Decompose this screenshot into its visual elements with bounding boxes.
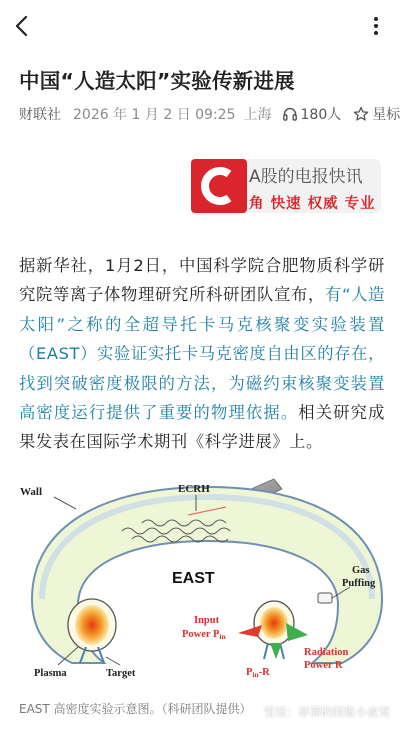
article-meta: [19, 103, 400, 125]
figure-caption: EAST 高密度实验示意图。（科研团队提供）: [19, 702, 252, 716]
article-location: 上海: [243, 107, 272, 123]
body-highlight: 有“人造太阳”之称的全超导托卡马克核聚变实验装置（EAST）实验证实托卡马克密度自由区的存在，找到突破密度极限的方法，为磁约束核聚变装置高密度运行提供了重要的物理依据。: [19, 285, 385, 423]
snowball-logo-icon: [247, 705, 261, 719]
target-pointer: [106, 657, 120, 665]
label-radiation: Radiation: [304, 647, 349, 658]
input-power-arrow: [238, 625, 262, 637]
star-label: 星标: [372, 107, 400, 123]
east-diagram-svg: [12, 465, 392, 693]
more-button[interactable]: [366, 14, 386, 38]
east-diagram: [12, 465, 392, 693]
listen-button[interactable]: [282, 104, 342, 124]
watermark-text: 雪球：草莽的回报小夜莺: [263, 705, 390, 719]
top-bar: [0, 0, 400, 52]
wall-pointer: [54, 497, 76, 509]
label-wall: Wall: [20, 486, 43, 498]
cls-logo: [191, 159, 247, 213]
plasma-core: [75, 605, 109, 645]
body-text: 据新华社，1月2日，中国科学院合肥物质科学研究院等离子体物理研究所科研团队宣布，: [19, 256, 385, 305]
listener-count: 180人: [300, 107, 342, 123]
label-east: EAST: [172, 570, 215, 587]
label-plasma: Plasma: [34, 668, 67, 679]
label-input-power: Power Pin: [182, 629, 226, 641]
watermark: [247, 704, 391, 720]
label-target: Target: [106, 668, 136, 679]
star-button[interactable]: [353, 104, 400, 124]
right-plasma-core: [260, 607, 288, 639]
article-body: [19, 251, 385, 457]
headphones-icon: [282, 106, 298, 122]
banner-tagline: 角 快速 权威 专业: [249, 196, 376, 212]
pin-r-arrow: [270, 643, 282, 659]
cls-c-logo-icon: [191, 159, 247, 213]
chevron-left-icon: [10, 12, 36, 40]
gas-nozzle: [318, 593, 332, 603]
label-radiation-power: Power R: [304, 660, 343, 671]
back-button[interactable]: [10, 12, 36, 40]
radiation-arrow: [286, 623, 308, 641]
label-gas: Gas: [352, 565, 370, 576]
label-ecrh: ECRH: [178, 483, 210, 495]
label-input: Input: [194, 615, 220, 626]
star-icon: [353, 106, 369, 122]
label-puffing: Puffing: [342, 578, 376, 589]
article-source[interactable]: 财联社: [19, 107, 61, 123]
cls-banner: [191, 156, 381, 218]
body-text-tail: 相关研究成果发表在国际学术期刊《科学进展》上。: [19, 403, 385, 452]
banner-text-box: [245, 159, 381, 213]
label-pin-r: Pin-R: [246, 667, 270, 679]
banner-slogan: A股的电报快讯: [249, 167, 363, 187]
article-datetime: 2026 年 1 月 2 日 09:25: [73, 107, 236, 123]
article-title: 中国“人造太阳”实验传新进展: [19, 69, 295, 93]
more-vertical-icon: [366, 14, 386, 38]
